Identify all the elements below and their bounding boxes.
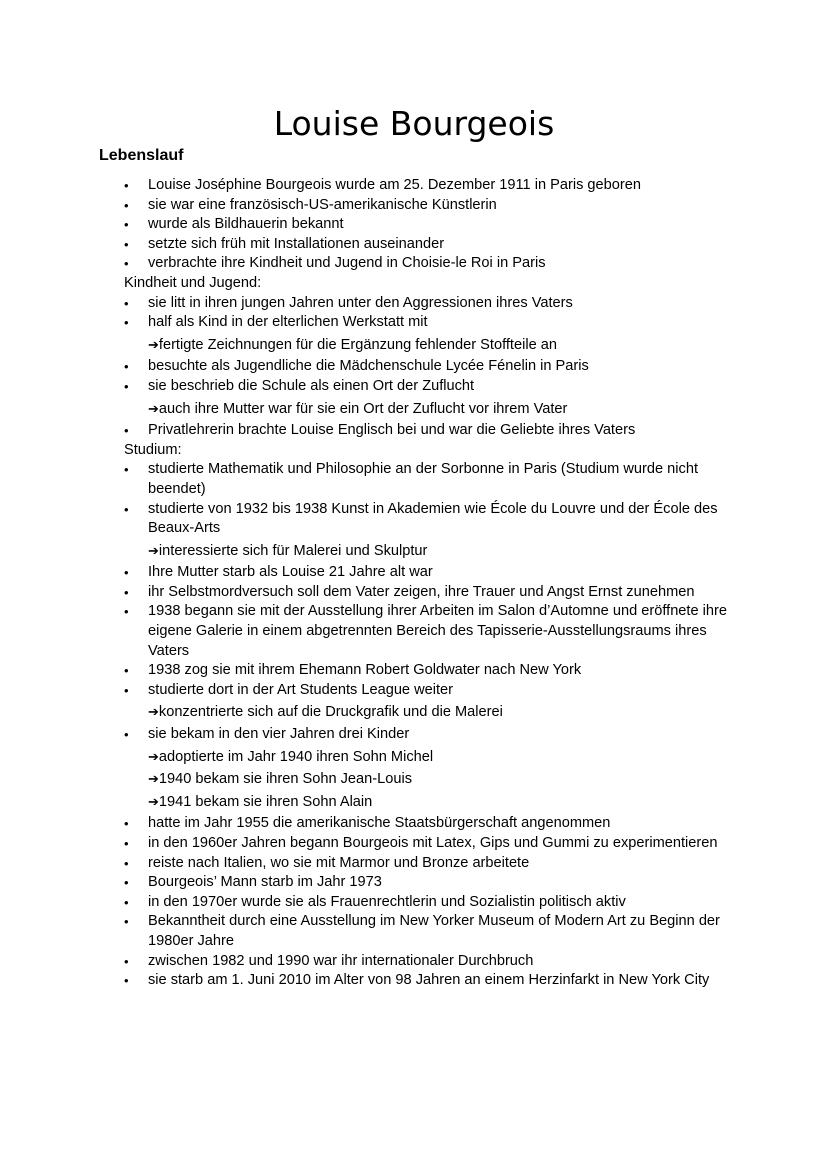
bullet-icon: • bbox=[124, 315, 129, 331]
list-item-text: sie bekam in den vier Jahren drei Kinder bbox=[148, 726, 410, 743]
list-item-text: setzte sich früh mit Installationen auseinander bbox=[148, 235, 445, 252]
list-item bbox=[124, 176, 744, 196]
bullet-icon: • bbox=[124, 197, 129, 213]
list-item-text: Louise Joséphine Bourgeois wurde am 25. Dezember 1911 in Paris geboren bbox=[148, 177, 641, 193]
sub-item-text: interessierte sich für Malerei und Skulptur bbox=[158, 542, 428, 559]
list-item bbox=[124, 235, 744, 255]
list-item-text: verbrachte ihre Kindheit und Jugend in Choisie-le Roi in Paris bbox=[148, 255, 546, 272]
bullet-icon: • bbox=[124, 584, 129, 600]
sub-item-text: adoptierte im Jahr 1940 ihren Sohn Michel bbox=[158, 748, 434, 765]
list-item bbox=[124, 893, 744, 913]
bullet-icon: • bbox=[124, 236, 129, 252]
sub-item bbox=[124, 399, 744, 420]
bullet-icon: • bbox=[124, 462, 129, 478]
list-item-text: sie war eine französisch-US-amerikanische Künstlerin bbox=[148, 196, 497, 213]
list-item bbox=[124, 661, 744, 681]
list-item-text: reiste nach Italien, wo sie mit Marmor und Bronze arbeitete bbox=[148, 854, 530, 871]
bullet-icon: • bbox=[124, 178, 129, 193]
list-item-text: Privatlehrerin brachte Louise Englisch bei und war die Geliebte ihres Vaters bbox=[148, 422, 636, 439]
bullet-icon: • bbox=[124, 855, 129, 871]
list-item bbox=[124, 215, 744, 235]
list-item-text: 1938 zog sie mit ihrem Ehemann Robert Goldwater nach New York bbox=[148, 662, 582, 679]
list-item bbox=[124, 294, 744, 314]
arrow-right-icon: ➔ bbox=[148, 336, 159, 352]
list-item-text: Bourgeois’ Mann starb im Jahr 1973 bbox=[148, 874, 382, 891]
bullet-icon: • bbox=[124, 816, 129, 832]
bullet-icon: • bbox=[124, 217, 129, 233]
list-item-text: 1938 begann sie mit der Ausstellung ihrer Arbeiten im Salon d’Automne und eröffnete ihre eigene Galerie in einem abgetrennten Bereich des Tapisserie-Ausstellungsraums ihres Vaters bbox=[148, 603, 727, 659]
list-item-text: Ihre Mutter starb als Louise 21 Jahre alt war bbox=[148, 564, 433, 581]
sub-item bbox=[124, 335, 744, 356]
sub-item-text: fertigte Zeichnungen für die Ergänzung fehlender Stoffteile an bbox=[158, 336, 557, 353]
bullet-icon: • bbox=[124, 501, 129, 517]
list-item bbox=[124, 500, 744, 539]
sub-item bbox=[124, 747, 744, 768]
list-item-text: wurde als Bildhauerin bekannt bbox=[148, 216, 344, 233]
list-item bbox=[124, 834, 744, 854]
bullet-icon: • bbox=[124, 423, 129, 439]
list-item-text: Bekanntheit durch eine Ausstellung im New Yorker Museum of Modern Art zu Beginn der 1980er Jahre bbox=[148, 913, 720, 949]
bullet-icon: • bbox=[124, 682, 129, 698]
list-item bbox=[124, 583, 744, 603]
arrow-right-icon: ➔ bbox=[148, 793, 159, 809]
list-item-text: zwischen 1982 und 1990 war ihr internationaler Durchbruch bbox=[148, 952, 534, 969]
subsection-label: Studium: bbox=[124, 441, 182, 458]
bullet-icon: • bbox=[124, 295, 129, 311]
sub-item-text: auch ihre Mutter war für sie ein Ort der Zuflucht vor ihrem Vater bbox=[158, 400, 568, 417]
list-item bbox=[124, 681, 744, 701]
bullet-icon: • bbox=[124, 359, 129, 375]
list-item bbox=[124, 873, 744, 893]
section-heading: Lebenslauf bbox=[99, 147, 184, 164]
arrow-right-icon: ➔ bbox=[148, 704, 159, 720]
sub-item bbox=[124, 541, 744, 562]
list-item bbox=[124, 814, 744, 834]
list-item bbox=[124, 854, 744, 874]
list-item bbox=[124, 357, 744, 377]
bullet-icon: • bbox=[124, 914, 129, 930]
list-item bbox=[124, 952, 744, 972]
list-item-text: half als Kind in der elterlichen Werkstatt mit bbox=[148, 314, 428, 331]
list-item-text: studierte Mathematik und Philosophie an der Sorbonne in Paris (Studium wurde nicht beendet) bbox=[148, 461, 699, 497]
list-item bbox=[124, 725, 744, 745]
list-item bbox=[124, 313, 744, 333]
sub-item bbox=[124, 702, 744, 723]
list-item-text: besuchte als Jugendliche die Mädchenschule Lycée Fénelin in Paris bbox=[148, 358, 589, 375]
bullet-icon: • bbox=[124, 727, 129, 743]
arrow-right-icon: ➔ bbox=[148, 771, 159, 787]
list-item-text: hatte im Jahr 1955 die amerikanische Staatsbürgerschaft angenommen bbox=[148, 815, 611, 832]
subsection-label: Kindheit und Jugend: bbox=[124, 274, 262, 291]
bullet-icon: • bbox=[124, 663, 129, 679]
list-item bbox=[124, 421, 744, 441]
bullet-icon: • bbox=[124, 565, 129, 581]
list-item-text: in den 1970er wurde sie als Frauenrechtlerin und Sozialistin politisch aktiv bbox=[148, 893, 626, 910]
bullet-icon: • bbox=[124, 875, 129, 891]
list-item bbox=[124, 377, 744, 397]
arrow-right-icon: ➔ bbox=[148, 400, 159, 416]
bullet-icon: • bbox=[124, 973, 129, 989]
list-item-text: ihr Selbstmordversuch soll dem Vater zeigen, ihre Trauer und Angst Ernst zunehmen bbox=[148, 583, 695, 600]
list-item-text: studierte dort in der Art Students League weiter bbox=[148, 681, 454, 698]
bullet-icon: • bbox=[124, 836, 129, 851]
list-item-text: in den 1960er Jahren begann Bourgeois mit Latex, Gips und Gummi zu experimentieren bbox=[148, 835, 718, 851]
sub-item-text: 1940 bekam sie ihren Sohn Jean-Louis bbox=[158, 771, 413, 788]
sub-item-text: 1941 bekam sie ihren Sohn Alain bbox=[158, 793, 373, 810]
list-item-text: sie litt in ihren jungen Jahren unter den Aggressionen ihres Vaters bbox=[148, 294, 573, 311]
list-item-text: sie starb am 1. Juni 2010 im Alter von 98 Jahren an einem Herzinfarkt in New York City bbox=[148, 972, 710, 989]
bullet-icon: • bbox=[124, 894, 129, 910]
bullet-icon: • bbox=[124, 256, 129, 272]
list-item bbox=[124, 254, 744, 274]
biography-list bbox=[124, 176, 744, 991]
list-item bbox=[124, 563, 744, 583]
list-item bbox=[124, 912, 744, 951]
bullet-icon: • bbox=[124, 604, 129, 620]
list-item bbox=[124, 602, 744, 661]
bullet-icon: • bbox=[124, 953, 129, 969]
list-item-text: studierte von 1932 bis 1938 Kunst in Akademien wie École du Louvre und der École des Beaux-Arts bbox=[148, 500, 718, 537]
arrow-right-icon: ➔ bbox=[148, 748, 159, 764]
sub-item bbox=[124, 769, 744, 790]
list-item-text: sie beschrieb die Schule als einen Ort der Zuflucht bbox=[148, 377, 475, 394]
list-item bbox=[124, 971, 744, 991]
sub-item-text: konzentrierte sich auf die Druckgrafik und die Malerei bbox=[158, 704, 503, 721]
sub-item bbox=[124, 792, 744, 813]
list-item bbox=[124, 196, 744, 216]
arrow-right-icon: ➔ bbox=[148, 542, 159, 558]
page-title: Louise Bourgeois bbox=[273, 104, 555, 143]
list-item bbox=[124, 460, 744, 499]
bullet-icon: • bbox=[124, 378, 129, 394]
